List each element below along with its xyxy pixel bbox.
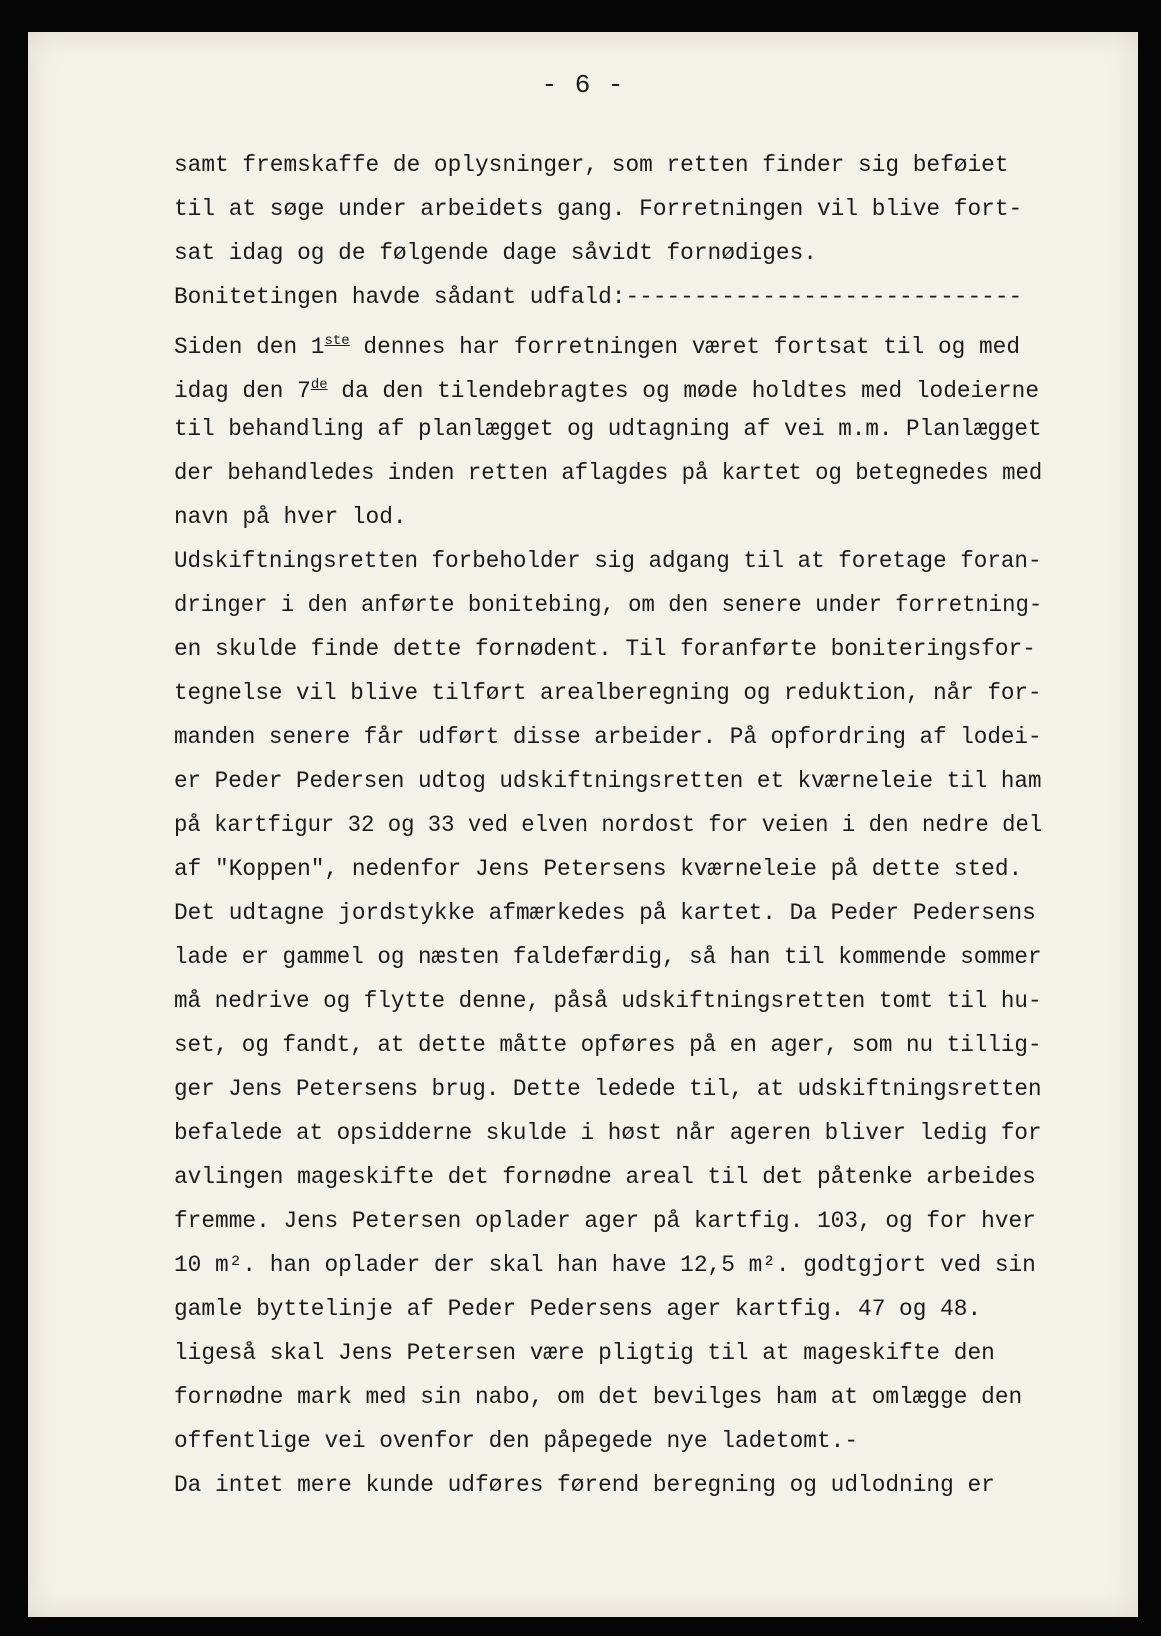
text-line: Bonitetingen havde sådant udfald:----------------------------- (174, 284, 1023, 310)
text-line: ger Jens Petersens brug. Dette ledede til, at udskiftningsretten (174, 1076, 1042, 1102)
document-page (28, 32, 1138, 1617)
text-line: fremme. Jens Petersen oplader ager på kartfig. 103, og for hver (174, 1208, 1036, 1234)
text-line: til behandling af planlægget og udtagning af vei m.m. Planlægget (174, 416, 1042, 442)
text-line (174, 370, 1039, 406)
text-line: befalede at opsidderne skulde i høst når ageren bliver ledig for (174, 1120, 1042, 1146)
text-line: er Peder Pedersen udtog udskiftningsretten et kværneleie til ham (174, 768, 1042, 794)
text-line: Det udtagne jordstykke afmærkedes på kartet. Da Peder Pedersens (174, 900, 1036, 926)
text-line: en skulde finde dette fornødent. Til foranførte boniteringsfor- (174, 636, 1036, 662)
text-line: sat idag og de følgende dage såvidt fornødiges. (174, 240, 817, 266)
text-line (174, 326, 1020, 362)
text-line: 10 m². han oplader der skal han have 12,5 m². godtgjort ved sin (174, 1252, 1036, 1278)
text-line: Da intet mere kunde udføres førend beregning og udlodning er (174, 1472, 995, 1498)
text-line: ligeså skal Jens Petersen være pligtig til at mageskifte den (174, 1340, 995, 1366)
text-line: fornødne mark med sin nabo, om det bevilges ham at omlægge den (174, 1384, 1023, 1410)
page-number: - 6 - (541, 70, 625, 100)
text-segment: dennes har forretningen været fortsat til og med (349, 334, 1021, 360)
text-line: til at søge under arbeidets gang. Forretningen vil blive fort- (174, 196, 1023, 222)
text-line: lade er gammel og næsten faldefærdig, så han til kommende sommer (174, 944, 1042, 970)
ordinal-superscript: de (310, 377, 328, 393)
text-segment: idag den 7 (174, 378, 311, 404)
ordinal-superscript: ste (324, 333, 350, 349)
text-segment: Siden den 1 (174, 334, 325, 360)
text-line: avlingen mageskifte det fornødne areal til det påtenke arbeides (174, 1164, 1036, 1190)
text-line: Udskiftningsretten forbeholder sig adgang til at foretage foran- (174, 548, 1042, 574)
text-line: af "Koppen", nedenfor Jens Petersens kværneleie på dette sted. (174, 856, 1023, 882)
text-line: tegnelse vil blive tilført arealberegning og reduktion, når for- (174, 680, 1042, 706)
text-line: set, og fandt, at dette måtte opføres på en ager, som nu tillig- (174, 1032, 1042, 1058)
text-line: der behandledes inden retten aflagdes på kartet og betegnedes med (174, 460, 1043, 486)
text-line: gamle byttelinje af Peder Pedersens ager kartfig. 47 og 48. (174, 1296, 982, 1322)
text-segment: da den tilendebragtes og møde holdtes med lodeierne (327, 378, 1040, 404)
text-line: på kartfigur 32 og 33 ved elven nordost for veien i den nedre del (174, 812, 1043, 838)
text-line: navn på hver lod. (174, 504, 407, 530)
text-line: samt fremskaffe de oplysninger, som retten finder sig beføiet (174, 152, 1009, 178)
text-line: dringer i den anførte bonitebing, om den senere under forretning- (174, 592, 1043, 618)
text-line: offentlige vei ovenfor den påpegede nye ladetomt.- (174, 1428, 859, 1454)
text-line: manden senere får udført disse arbeider. På opfordring af lodei- (174, 724, 1042, 750)
text-line: må nedrive og flytte denne, påså udskiftningsretten tomt til hu- (174, 988, 1042, 1014)
